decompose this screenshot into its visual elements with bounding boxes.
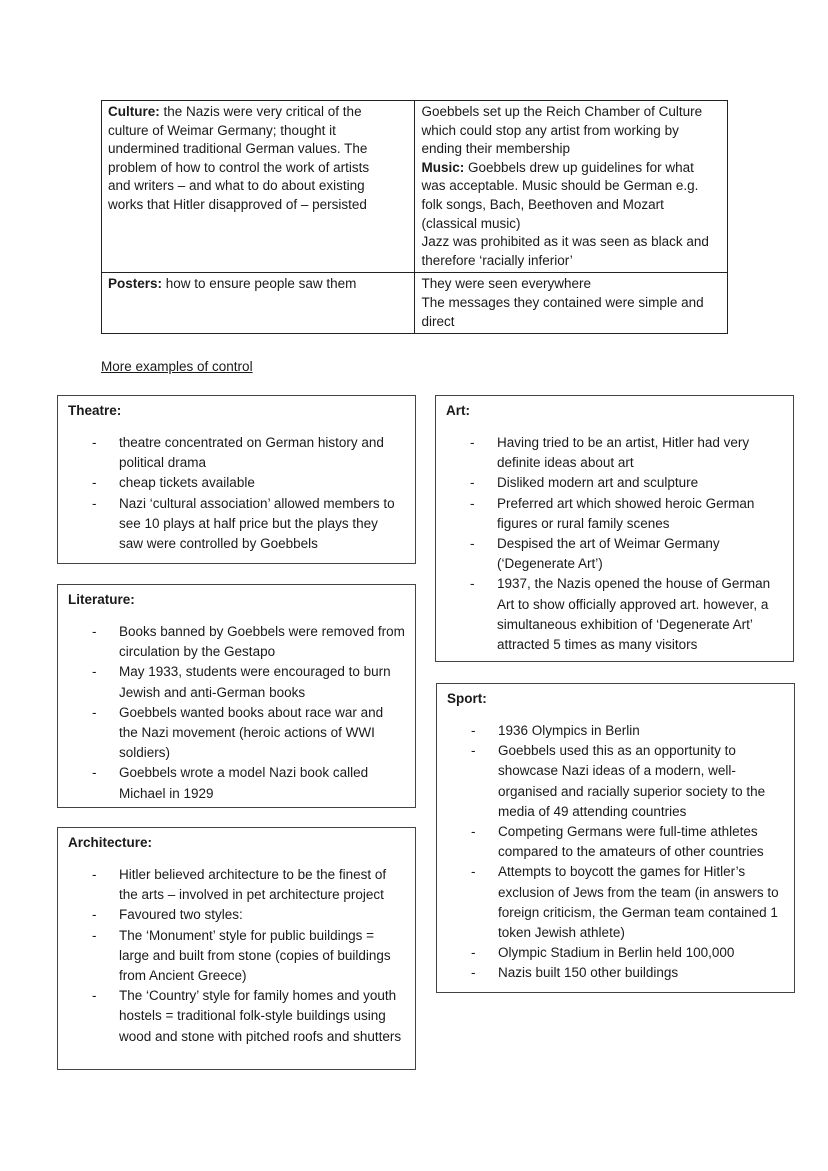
list-item: - Nazi ‘cultural association’ allowed members to see 10 plays at half price but the plays they saw were controlled by Goebbels bbox=[68, 494, 405, 555]
list-item: - Olympic Stadium in Berlin held 100,000 bbox=[447, 943, 784, 963]
architecture-title: Architecture: bbox=[68, 835, 153, 850]
list-item: - Favoured two styles: bbox=[68, 905, 405, 925]
posters-cell: Posters: how to ensure people saw them bbox=[102, 273, 415, 334]
table-row bbox=[102, 273, 728, 334]
sport-box bbox=[436, 683, 795, 993]
art-box bbox=[435, 395, 794, 662]
art-list bbox=[446, 433, 783, 655]
list-item: - Goebbels wanted books about race war and the Nazi movement (heroic actions of WWI soldiers) bbox=[68, 703, 405, 764]
literature-box bbox=[57, 584, 416, 808]
list-item: - Goebbels used this as an opportunity to showcase Nazi ideas of a modern, well-organised and racially superior society to the media of 49 attending countries bbox=[447, 741, 784, 822]
art-title: Art: bbox=[446, 403, 470, 418]
theatre-box bbox=[57, 395, 416, 564]
list-item: - theatre concentrated on German history and political drama bbox=[68, 433, 405, 473]
list-item: - Attempts to boycott the games for Hitler’s exclusion of Jews from the team (in answers to foreign criticism, the German team contained 1 token Jewish athlete) bbox=[447, 862, 784, 943]
list-item: - Despised the art of Weimar Germany (‘Degenerate Art’) bbox=[446, 534, 783, 574]
list-item: - Books banned by Goebbels were removed from circulation by the Gestapo bbox=[68, 622, 405, 662]
theatre-title: Theatre: bbox=[68, 403, 122, 418]
section-heading: More examples of control bbox=[101, 359, 253, 374]
architecture-list bbox=[68, 865, 405, 1047]
sport-title: Sport: bbox=[447, 691, 487, 706]
summary-table bbox=[101, 100, 728, 334]
architecture-box bbox=[57, 827, 416, 1070]
list-item: - May 1933, students were encouraged to burn Jewish and anti-German books bbox=[68, 662, 405, 702]
literature-title: Literature: bbox=[68, 592, 135, 607]
list-item: - 1936 Olympics in Berlin bbox=[447, 721, 784, 741]
sport-list bbox=[447, 721, 784, 984]
list-item: - Hitler believed architecture to be the finest of the arts – involved in pet architecture project bbox=[68, 865, 405, 905]
list-item: - cheap tickets available bbox=[68, 473, 405, 493]
culture-response-cell: Goebbels set up the Reich Chamber of Culture which could stop any artist from working by ending their membership Music: Goebbels drew up guidelines for what was acceptable. Music should be German e.g. folk songs, Bach, Beethoven and Mozart (classical music) Jazz was prohibited as it was seen as black and therefore ‘racially inferior’ bbox=[415, 101, 728, 273]
list-item: - Goebbels wrote a model Nazi book called Michael in 1929 bbox=[68, 763, 405, 803]
list-item: - Having tried to be an artist, Hitler had very definite ideas about art bbox=[446, 433, 783, 473]
list-item: - The ‘Monument’ style for public buildings = large and built from stone (copies of buildings from Ancient Greece) bbox=[68, 926, 405, 987]
culture-label: Culture: bbox=[108, 104, 160, 119]
theatre-list bbox=[68, 433, 405, 554]
culture-cell: Culture: the Nazis were very critical of the culture of Weimar Germany; thought it undermined traditional German values. The problem of how to control the work of artists and writers – and what to do about existing works that Hitler disapproved of – persisted bbox=[102, 101, 415, 273]
list-item: - Preferred art which showed heroic German figures or rural family scenes bbox=[446, 494, 783, 534]
list-item: - Nazis built 150 other buildings bbox=[447, 963, 784, 983]
list-item: - Disliked modern art and sculpture bbox=[446, 473, 783, 493]
music-label: Music: bbox=[421, 159, 465, 175]
literature-list bbox=[68, 622, 405, 804]
table-row bbox=[102, 101, 728, 273]
list-item: - The ‘Country’ style for family homes and youth hostels = traditional folk-style buildings using wood and stone with pitched roofs and shutters bbox=[68, 986, 405, 1047]
posters-response-cell: They were seen everywhere The messages they contained were simple and direct bbox=[415, 273, 728, 334]
posters-label: Posters: bbox=[108, 276, 163, 292]
list-item: - 1937, the Nazis opened the house of German Art to show officially approved art. however, a simultaneous exhibition of ‘Degenerate Art’ attracted 5 times as many visitors bbox=[446, 574, 783, 655]
list-item: - Competing Germans were full-time athletes compared to the amateurs of other countries bbox=[447, 822, 784, 862]
